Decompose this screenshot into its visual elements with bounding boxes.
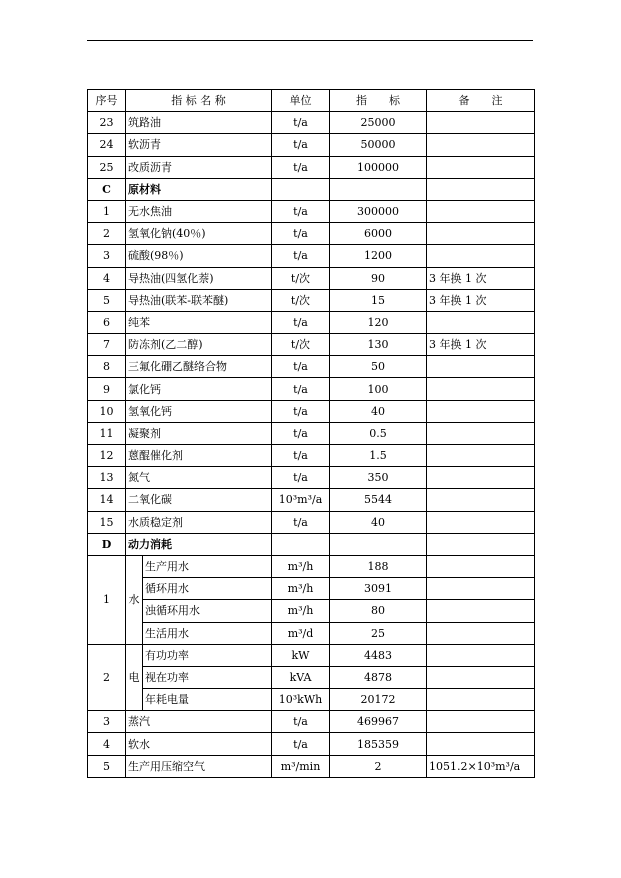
header-value: 指 标 bbox=[330, 90, 427, 112]
row-value: 5544 bbox=[330, 489, 427, 511]
row-unit: kW bbox=[272, 644, 330, 666]
table-row bbox=[88, 445, 535, 467]
row-note bbox=[427, 422, 535, 444]
row-index: 3 bbox=[88, 711, 126, 733]
table-row bbox=[88, 356, 535, 378]
row-value: 0.5 bbox=[330, 422, 427, 444]
row-note bbox=[427, 445, 535, 467]
section-empty bbox=[330, 178, 427, 200]
row-unit: m³/h bbox=[272, 555, 330, 577]
row-value: 15 bbox=[330, 289, 427, 311]
table-row bbox=[88, 733, 535, 755]
table-row bbox=[88, 378, 535, 400]
row-index: 8 bbox=[88, 356, 126, 378]
row-unit: kVA bbox=[272, 666, 330, 688]
row-note bbox=[427, 489, 535, 511]
row-unit: t/a bbox=[272, 711, 330, 733]
row-name: 软水 bbox=[126, 733, 272, 755]
row-name: 硫酸(98％) bbox=[126, 245, 272, 267]
row-name: 年耗电量 bbox=[143, 689, 272, 711]
section-empty bbox=[272, 533, 330, 555]
row-unit: t/a bbox=[272, 156, 330, 178]
row-name: 氢氧化钠(40％) bbox=[126, 223, 272, 245]
table-row bbox=[88, 112, 535, 134]
row-name: 有功功率 bbox=[143, 644, 272, 666]
row-name: 循环用水 bbox=[143, 578, 272, 600]
row-name: 改质沥青 bbox=[126, 156, 272, 178]
row-note bbox=[427, 356, 535, 378]
row-index: 6 bbox=[88, 311, 126, 333]
row-unit: t/a bbox=[272, 112, 330, 134]
row-index: 25 bbox=[88, 156, 126, 178]
row-index: 11 bbox=[88, 422, 126, 444]
row-index: 15 bbox=[88, 511, 126, 533]
table-row bbox=[88, 156, 535, 178]
row-note bbox=[427, 200, 535, 222]
header-note: 备 注 bbox=[427, 90, 535, 112]
row-value: 40 bbox=[330, 511, 427, 533]
section-c-row bbox=[88, 178, 535, 200]
row-value: 80 bbox=[330, 600, 427, 622]
section-index: C bbox=[88, 178, 126, 200]
row-note: 3 年换 1 次 bbox=[427, 334, 535, 356]
table-row bbox=[88, 267, 535, 289]
table-row bbox=[88, 689, 535, 711]
row-value: 100000 bbox=[330, 156, 427, 178]
section-title: 动力消耗 bbox=[126, 533, 272, 555]
section-empty bbox=[427, 178, 535, 200]
table-row bbox=[88, 400, 535, 422]
row-name: 生活用水 bbox=[143, 622, 272, 644]
row-unit: t/次 bbox=[272, 334, 330, 356]
row-note bbox=[427, 245, 535, 267]
row-value: 50000 bbox=[330, 134, 427, 156]
row-note bbox=[427, 600, 535, 622]
row-name: 生产用压缩空气 bbox=[126, 755, 272, 777]
row-unit: t/a bbox=[272, 733, 330, 755]
row-value: 20172 bbox=[330, 689, 427, 711]
row-value: 1200 bbox=[330, 245, 427, 267]
row-value: 350 bbox=[330, 467, 427, 489]
row-index: 4 bbox=[88, 267, 126, 289]
table-row bbox=[88, 666, 535, 688]
row-unit: t/次 bbox=[272, 267, 330, 289]
row-index: 24 bbox=[88, 134, 126, 156]
row-unit: t/a bbox=[272, 400, 330, 422]
row-unit: t/a bbox=[272, 311, 330, 333]
row-note bbox=[427, 711, 535, 733]
row-unit: t/a bbox=[272, 511, 330, 533]
row-index: 7 bbox=[88, 334, 126, 356]
row-note bbox=[427, 223, 535, 245]
water-index: 1 bbox=[88, 555, 126, 644]
table-row bbox=[88, 600, 535, 622]
row-value: 4483 bbox=[330, 644, 427, 666]
table-row bbox=[88, 245, 535, 267]
row-unit: t/a bbox=[272, 467, 330, 489]
row-unit: t/a bbox=[272, 356, 330, 378]
row-unit: m³/h bbox=[272, 600, 330, 622]
row-index: 23 bbox=[88, 112, 126, 134]
row-name: 氮气 bbox=[126, 467, 272, 489]
row-value: 100 bbox=[330, 378, 427, 400]
row-note bbox=[427, 622, 535, 644]
table-row bbox=[88, 622, 535, 644]
power-group-label: 电 bbox=[126, 644, 143, 711]
row-value: 300000 bbox=[330, 200, 427, 222]
row-name: 蒸汽 bbox=[126, 711, 272, 733]
row-unit: 10³kWh bbox=[272, 689, 330, 711]
row-value: 1.5 bbox=[330, 445, 427, 467]
row-name: 导热油(四氢化萘) bbox=[126, 267, 272, 289]
row-name: 导热油(联苯-联苯醚) bbox=[126, 289, 272, 311]
row-name: 防冻剂(乙二醇) bbox=[126, 334, 272, 356]
row-index: 5 bbox=[88, 755, 126, 777]
row-name: 凝聚剂 bbox=[126, 422, 272, 444]
row-value: 188 bbox=[330, 555, 427, 577]
row-note: 3 年换 1 次 bbox=[427, 267, 535, 289]
row-note: 1051.2×10³m³/a bbox=[427, 755, 535, 777]
table-row bbox=[88, 289, 535, 311]
section-empty bbox=[272, 178, 330, 200]
row-name: 筑路油 bbox=[126, 112, 272, 134]
row-unit: t/a bbox=[272, 378, 330, 400]
row-unit: t/次 bbox=[272, 289, 330, 311]
row-name: 纯苯 bbox=[126, 311, 272, 333]
row-value: 25 bbox=[330, 622, 427, 644]
row-note: 3 年换 1 次 bbox=[427, 289, 535, 311]
row-name: 视在功率 bbox=[143, 666, 272, 688]
row-index: 4 bbox=[88, 733, 126, 755]
row-index: 14 bbox=[88, 489, 126, 511]
table-row bbox=[88, 555, 535, 577]
row-note bbox=[427, 134, 535, 156]
row-index: 13 bbox=[88, 467, 126, 489]
table-row bbox=[88, 467, 535, 489]
header-index: 序号 bbox=[88, 90, 126, 112]
row-name: 无水焦油 bbox=[126, 200, 272, 222]
row-name: 氯化钙 bbox=[126, 378, 272, 400]
row-note bbox=[427, 156, 535, 178]
row-index: 9 bbox=[88, 378, 126, 400]
row-index: 1 bbox=[88, 200, 126, 222]
table-header-row bbox=[88, 90, 535, 112]
row-note bbox=[427, 578, 535, 600]
section-empty bbox=[427, 533, 535, 555]
row-value: 50 bbox=[330, 356, 427, 378]
table-row bbox=[88, 578, 535, 600]
power-index: 2 bbox=[88, 644, 126, 711]
table-row bbox=[88, 644, 535, 666]
table-row bbox=[88, 134, 535, 156]
table-row bbox=[88, 711, 535, 733]
row-name: 浊循环用水 bbox=[143, 600, 272, 622]
row-note bbox=[427, 400, 535, 422]
section-empty bbox=[330, 533, 427, 555]
row-value: 2 bbox=[330, 755, 427, 777]
row-name: 蒽醌催化剂 bbox=[126, 445, 272, 467]
row-value: 90 bbox=[330, 267, 427, 289]
row-value: 3091 bbox=[330, 578, 427, 600]
table-row bbox=[88, 200, 535, 222]
row-note bbox=[427, 689, 535, 711]
row-note bbox=[427, 555, 535, 577]
row-note bbox=[427, 378, 535, 400]
section-title: 原材料 bbox=[126, 178, 272, 200]
row-note bbox=[427, 666, 535, 688]
header-unit: 单位 bbox=[272, 90, 330, 112]
row-name: 生产用水 bbox=[143, 555, 272, 577]
header-rule bbox=[87, 40, 533, 41]
row-value: 25000 bbox=[330, 112, 427, 134]
row-unit: t/a bbox=[272, 134, 330, 156]
row-note bbox=[427, 467, 535, 489]
row-unit: m³/h bbox=[272, 578, 330, 600]
table-row bbox=[88, 511, 535, 533]
row-index: 12 bbox=[88, 445, 126, 467]
table-row bbox=[88, 223, 535, 245]
row-value: 6000 bbox=[330, 223, 427, 245]
row-value: 120 bbox=[330, 311, 427, 333]
table-row bbox=[88, 422, 535, 444]
row-name: 软沥青 bbox=[126, 134, 272, 156]
section-d-row bbox=[88, 533, 535, 555]
water-group-label: 水 bbox=[126, 555, 143, 644]
row-value: 130 bbox=[330, 334, 427, 356]
row-value: 4878 bbox=[330, 666, 427, 688]
row-name: 水质稳定剂 bbox=[126, 511, 272, 533]
row-note bbox=[427, 511, 535, 533]
indicator-table bbox=[87, 89, 535, 778]
row-value: 185359 bbox=[330, 733, 427, 755]
row-unit: m³/min bbox=[272, 755, 330, 777]
row-unit: t/a bbox=[272, 245, 330, 267]
table-row bbox=[88, 311, 535, 333]
row-note bbox=[427, 733, 535, 755]
row-note bbox=[427, 311, 535, 333]
row-name: 三氟化硼乙醚络合物 bbox=[126, 356, 272, 378]
row-note bbox=[427, 644, 535, 666]
section-index: D bbox=[88, 533, 126, 555]
row-index: 2 bbox=[88, 223, 126, 245]
table-row bbox=[88, 489, 535, 511]
row-unit: 10³m³/a bbox=[272, 489, 330, 511]
row-unit: t/a bbox=[272, 422, 330, 444]
row-note bbox=[427, 112, 535, 134]
table-row bbox=[88, 755, 535, 777]
row-unit: t/a bbox=[272, 200, 330, 222]
row-unit: t/a bbox=[272, 445, 330, 467]
row-name: 二氧化碳 bbox=[126, 489, 272, 511]
row-index: 5 bbox=[88, 289, 126, 311]
row-unit: m³/d bbox=[272, 622, 330, 644]
row-value: 469967 bbox=[330, 711, 427, 733]
header-name: 指 标 名 称 bbox=[126, 90, 272, 112]
row-unit: t/a bbox=[272, 223, 330, 245]
row-index: 3 bbox=[88, 245, 126, 267]
row-index: 10 bbox=[88, 400, 126, 422]
row-value: 40 bbox=[330, 400, 427, 422]
table-row bbox=[88, 334, 535, 356]
row-name: 氢氧化钙 bbox=[126, 400, 272, 422]
